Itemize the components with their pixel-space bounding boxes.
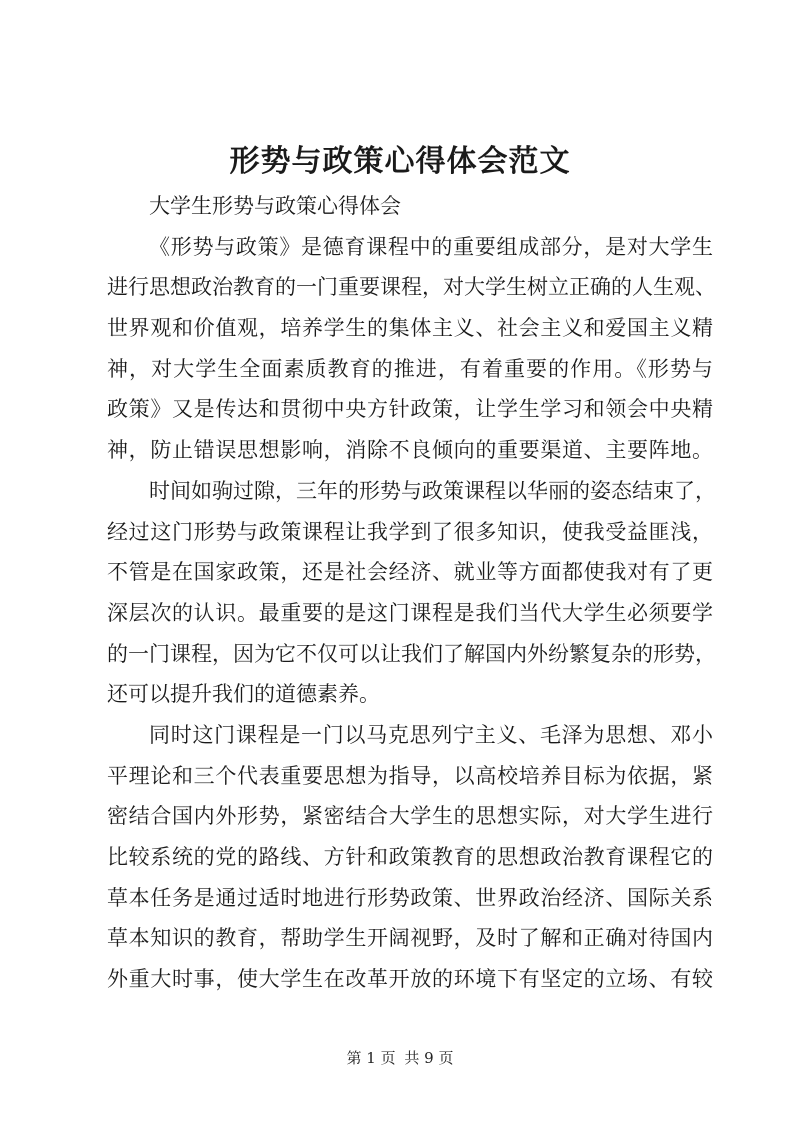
text-line: 草本知识的教育，帮助学生开阔视野，及时了解和正确对待国内	[107, 926, 713, 951]
text-line: 大学生形势与政策心得体会	[149, 194, 401, 218]
text-line: 外重大时事，使大学生在改革开放的环境下有坚定的立场、有较	[107, 967, 713, 992]
text-line: 《形势与政策》是德育课程中的重要组成部分，是对大学生	[149, 234, 713, 259]
text-line: 的一门课程，因为它不仅可以让我们了解国内外纷繁复杂的形势，	[107, 641, 716, 666]
text-line: 政策》又是传达和贯彻中央方针政策，让学生学习和领会中央精	[107, 397, 713, 422]
text-line: 平理论和三个代表重要思想为指导，以高校培养目标为依据，紧	[107, 763, 713, 788]
text-line: 经过这门形势与政策课程让我学到了很多知识，使我受益匪浅，	[107, 519, 713, 544]
text-line: 时间如驹过隙，三年的形势与政策课程以华丽的姿态结束了，	[149, 478, 716, 503]
text-line: 密结合国内外形势，紧密结合大学生的思想实际，对大学生进行	[107, 804, 713, 829]
page-number: 第 1 页	[346, 1049, 396, 1067]
text-line: 比较系统的党的路线、方针和政策教育的思想政治教育课程它的	[107, 845, 713, 869]
text-line: 神，对大学生全面素质教育的推进，有着重要的作用。《形势与	[107, 356, 713, 381]
document-body	[107, 186, 716, 1000]
text-line: 不管是在国家政策，还是社会经济、就业等方面都使我对有了更	[107, 560, 713, 585]
page-total: 共 9 页	[404, 1049, 454, 1067]
text-line: 进行思想政治教育的一门重要课程，对大学生树立正确的人生观、	[107, 275, 716, 300]
text-line: 世界观和价值观，培养学生的集体主义、社会主义和爱国主义精	[107, 316, 713, 341]
text-line: 还可以提升我们的道德素养。	[107, 682, 380, 707]
text-line: 同时这门课程是一门以马克思列宁主义、毛泽为思想、邓小	[149, 722, 713, 747]
text-line: 神，防止错误思想影响，消除不良倾向的重要渠道、主要阵地。	[107, 438, 713, 463]
text-line: 深层次的认识。最重要的是这门课程是我们当代大学生必须要学	[107, 600, 713, 625]
document-title: 形势与政策心得体会范文	[229, 144, 571, 179]
page-footer	[0, 1047, 800, 1068]
text-line: 草本任务是通过适时地进行形势政策、世界政治经济、国际关系	[107, 885, 713, 910]
